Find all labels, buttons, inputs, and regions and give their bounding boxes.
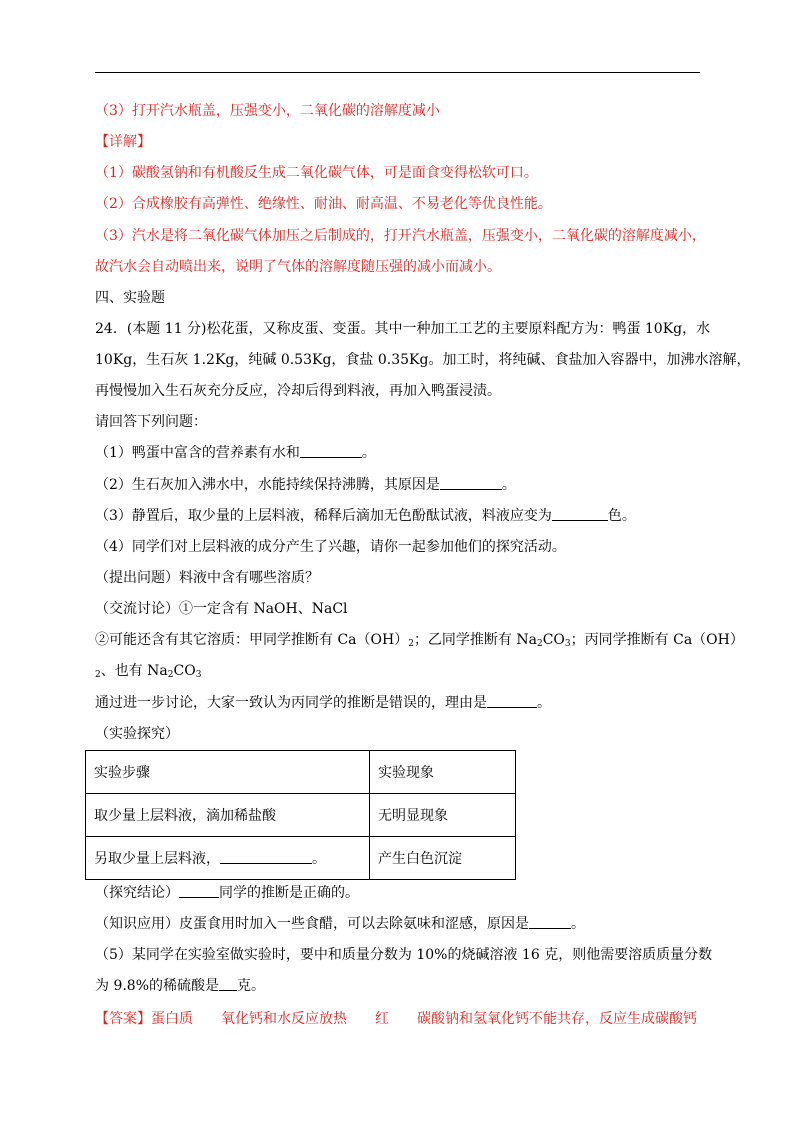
answer-line <box>95 1009 697 1029</box>
hyp-text-f: CO <box>173 663 196 679</box>
detail-2: （2）合成橡胶有高弹性、绝缘性、耐油、耐高温、不易老化等优良性能。 <box>95 196 552 212</box>
q24-sub3 <box>95 506 636 526</box>
hypotheses-line2 <box>95 661 201 681</box>
sub5-end: 克。 <box>237 978 266 994</box>
knowledge-application <box>95 914 585 934</box>
detail-1: （1）碳酸氢钠和有机酸反生成二氧化碳气体，可是面食变得松软可口。 <box>95 165 538 181</box>
subscript: 3 <box>195 670 202 680</box>
q24-line2: 10Kg，生石灰 1.2Kg，纯碱 0.53Kg，食盐 0.35Kg。加工时，将纯碱、食盐加入容器中，加沸水溶解， <box>95 352 751 368</box>
hyp-text-a: ②可能还含有其它溶质：甲同学推断有 Ca（OH） <box>95 632 409 648</box>
answer-label: 【答案】 <box>95 1011 151 1027</box>
hyp-text-e: 、也有 Na <box>100 663 168 679</box>
detail-3a: （3）汽水是将二氧化碳气体加压之后制成的，打开汽水瓶盖，压强变小，二氧化碳的溶解度减小， <box>95 228 706 244</box>
conclusion <box>95 883 359 903</box>
further-text: 通过进一步讨论，大家一致认为丙同学的推断是错误的，理由是 <box>95 695 487 711</box>
table-cell: 取少量上层料液，滴加稀盐酸 <box>86 794 370 837</box>
section-heading: 四、实验题 <box>95 290 165 306</box>
sub2-end: 。 <box>501 477 516 493</box>
answer-blank <box>220 850 312 864</box>
apply-end: 。 <box>571 916 585 932</box>
sub3-end: 色。 <box>607 508 636 524</box>
hypotheses-line1 <box>95 630 744 650</box>
answer-blank <box>300 444 362 458</box>
answer-4: 碳酸钠和氢氧化钙不能共存，反应生成碳酸钙 <box>417 1011 697 1027</box>
subscript: 2 <box>536 639 543 649</box>
answer-blank <box>529 915 571 929</box>
subscript: 2 <box>408 639 414 649</box>
conclusion-label: （探究结论） <box>95 885 179 901</box>
detail-label: 【详解】 <box>95 134 151 150</box>
q24-ask: 请回答下列问题： <box>95 414 207 430</box>
table-row <box>86 794 516 837</box>
cell-text: 另取少量上层料液， <box>94 851 220 867</box>
table-cell: 产生白色沉淀 <box>370 837 516 880</box>
answer-blank <box>440 476 502 490</box>
table-header-phenomena: 实验现象 <box>370 751 516 794</box>
discussion: （交流讨论）①一定含有 NaOH、NaCl <box>95 601 348 617</box>
table-row <box>86 751 516 794</box>
cell-end: 。 <box>312 851 326 867</box>
q24-line3: 再慢慢加入生石灰充分反应，冷却后得到料液，再加入鸭蛋浸渍。 <box>95 383 501 399</box>
apply-text: （知识应用）皮蛋食用时加入一些食醋，可以去除氨味和涩感，原因是 <box>95 916 529 932</box>
q24-sub5-line2 <box>95 976 265 996</box>
prev-answer-item3: （3）打开汽水瓶盖，压强变小，二氧化碳的溶解度减小 <box>95 103 440 119</box>
subscript: 2 <box>167 670 174 680</box>
answer-blank <box>552 507 608 521</box>
table-row <box>86 837 516 880</box>
sub3-text: （3）静置后，取少量的上层料液，稀释后滴加无色酚酞试液，料液应变为 <box>95 508 552 524</box>
sub1-end: 。 <box>361 445 376 461</box>
sub1-text: （1）鸭蛋中富含的营养素有水和 <box>95 445 300 461</box>
answer-2: 氧化钙和水反应放热 <box>221 1011 347 1027</box>
further-end: 。 <box>537 695 551 711</box>
q24-sub4: （4）同学们对上层料液的成分产生了兴趣，请你一起参加他们的探究活动。 <box>95 539 566 555</box>
q24-sub5-line1: （5）某同学在实验室做实验时，要中和质量分数为 10%的烧碱溶液 16 克，则他需要溶质质量分数 <box>95 947 713 963</box>
detail-3b: 故汽水会自动喷出来，说明了气体的溶解度随压强的减小而减小。 <box>95 259 501 275</box>
raise-question: （提出问题）料液中含有哪些溶质？ <box>95 570 319 586</box>
table-header-steps: 实验步骤 <box>86 751 370 794</box>
table-cell <box>86 837 370 880</box>
table-cell: 无明显现象 <box>370 794 516 837</box>
sub2-text: （2）生石灰加入沸水中，水能持续保持沸腾，其原因是 <box>95 477 440 493</box>
answer-blank <box>487 694 537 708</box>
further-discussion <box>95 693 551 713</box>
q24-sub1 <box>95 443 376 463</box>
q24-line1: 24．(本题 11 分)松花蛋，又称皮蛋、变蛋。其中一种加工工艺的主要原料配方为：鸭蛋 10Kg，水 <box>95 321 711 337</box>
sub5-text: 为 9.8%的稀硫酸是 <box>95 978 220 994</box>
answer-blank <box>219 977 237 991</box>
hyp-text-d: ；丙同学推断有 Ca（OH） <box>570 632 744 648</box>
conclusion-text: 同学的推断是正确的。 <box>219 885 359 901</box>
q24-sub2 <box>95 475 516 495</box>
answer-3: 红 <box>375 1011 389 1027</box>
hyp-text-c: CO <box>542 632 565 648</box>
hyp-text-b: ；乙同学推断有 Na <box>413 632 537 648</box>
experiment-heading: （实验探究） <box>95 726 179 742</box>
subscript: 3 <box>564 639 571 649</box>
answer-1: 蛋白质 <box>151 1011 193 1027</box>
header-rule <box>95 72 700 73</box>
experiment-table <box>85 750 516 880</box>
answer-blank <box>179 884 219 898</box>
subscript: 2 <box>95 670 101 680</box>
